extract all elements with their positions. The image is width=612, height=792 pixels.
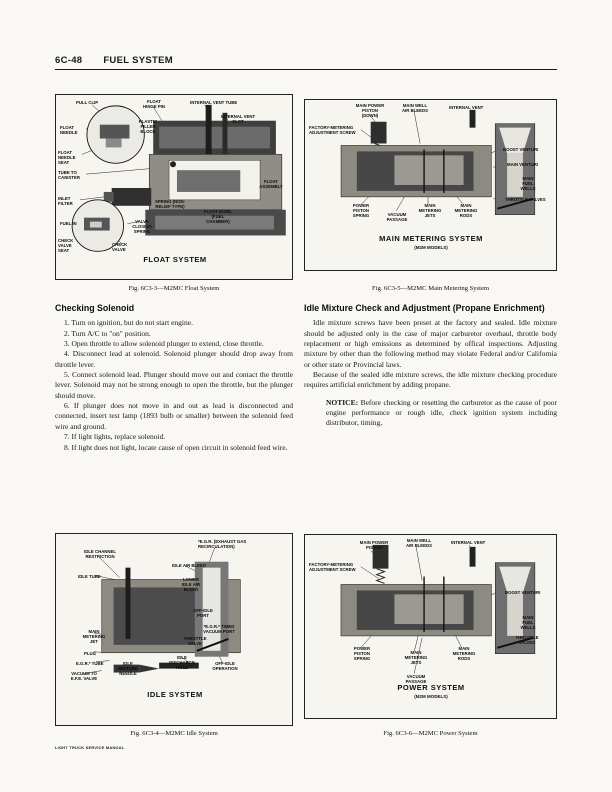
figure-subtitle: (M2M MODELS) <box>414 694 448 699</box>
figure-subtitle: (M2M MODELS) <box>414 245 448 250</box>
body-paragraph: Because of the sealed idle mixture screws, the idle mixture checking procedure requires artificial enrichment by adding propane. <box>304 370 557 390</box>
figure-label: THROTTLE VALVE <box>183 636 207 647</box>
figure-title: MAIN METERING SYSTEM <box>379 234 483 243</box>
figure-label: PLUG <box>84 651 96 656</box>
figure-label: IDLE DISCHARGE HOLE <box>169 655 195 671</box>
body-paragraph: Idle mixture screws have been preset at the factory and sealed. Idle mixture should be adjusted only in the case of major carburetor overhaul, throttle body replacement or high emissions as determined by offical inspections. Adjusting mixture by other than the following method may violate Federal and/or California or other state or Provincial laws. <box>304 318 557 369</box>
figure-label: IDLE TUBE <box>78 574 101 579</box>
figure-label: VACUUM PASSAGE <box>386 212 408 223</box>
figure-label: TUBE TO CANISTER <box>58 170 80 181</box>
procedure-step: 2. Turn A/C to "on" position. <box>64 328 151 338</box>
figure-label: BOOST VENTURI <box>505 590 541 595</box>
figure-label: E.G.R.* TUBE <box>76 661 104 666</box>
figure-label: SPRING (NON-RELIEF TYPE) <box>154 199 186 210</box>
notice-text: Before checking or resetting the carburetor as the cause of poor engine performance or rough idle, check ignition system including distributor, timing, <box>326 397 557 428</box>
figure-label: INTERNAL VENT <box>449 105 484 110</box>
figure-label: OFF-IDLE PORT <box>193 608 213 619</box>
procedure-step: 3. Open throttle to allow solenoid plunger to extend, close throttle. <box>64 339 264 349</box>
figure-label: IDLE MIXTURE NEEDLE <box>118 661 138 677</box>
procedure-step: 4. Disconnect lead at solenoid. Solenoid plunger should drop away from throttle lever. <box>55 349 293 369</box>
figure-label: VACUUM TO E.F.E. VALVE <box>70 671 98 682</box>
figure-caption: Fig. 6C3-3—M2MC Float System <box>128 285 220 292</box>
figure-label: MAIN POWER PISTON <box>359 540 389 551</box>
figure-label: *E.G.R. (EXHAUST GAS RECIRCULATION) <box>198 539 247 550</box>
figure-label: MAIN METERING JET <box>82 629 106 645</box>
page-header <box>55 55 173 66</box>
figure-label: THROTTLE VALVES <box>515 635 539 646</box>
procedure-step: 6. If plunger does not move in and out as lead is disconnected and connected, insert test lamp (1893 bulb or smaller) between the solenoid feed wire and ground. <box>55 401 293 431</box>
figure-label: VALVE CLOSING SPRING <box>132 219 152 235</box>
figure-power-system <box>304 534 557 719</box>
figure-label: FLOAT HINGE PIN <box>143 99 165 110</box>
notice-label: NOTICE: <box>326 397 359 407</box>
figure-label: MAIN METERING RODS <box>452 646 476 662</box>
figure-label: MAIN VENTURI <box>507 162 539 167</box>
figure-title: IDLE SYSTEM <box>147 690 203 699</box>
figure-label: VACUUM PASSAGE <box>405 674 427 685</box>
procedure-step: 5. Connect solenoid lead. Plunger should move out and contact the throttle lever. Solenoid may not be strong enough to open the throttle, but the plunger should move. <box>55 370 293 400</box>
figure-caption: Fig. 6C3-6—M2MC Power System <box>383 730 478 737</box>
figure-idle-system <box>55 533 293 726</box>
figure-title: POWER SYSTEM <box>397 683 465 692</box>
section-idle-mixture <box>304 303 557 429</box>
figure-label: INLET FILTER <box>58 196 73 207</box>
header-rule <box>55 69 557 70</box>
figure-label: FLOAT NEEDLE <box>60 125 78 136</box>
figure-label: *E.G.R.* TIMED VACUUM PORT <box>203 624 235 635</box>
figure-label: FACTORY-METERING ADJUSTMENT SCREW <box>309 562 356 573</box>
procedure-step: 8. If light does not light, locate cause of open circuit in solenoid feed wire. <box>64 442 288 452</box>
figure-label: MAIN METERING JETS <box>404 650 428 666</box>
figure-label: MAIN WELL AIR BLEEDS <box>401 103 429 114</box>
figure-label: THROTTLE VALVES <box>505 197 546 202</box>
figure-label: MAIN FUEL WELLS <box>520 176 536 192</box>
procedure-step: 7. If light lights, replace solenoid. <box>64 432 166 442</box>
figure-label: POWER PISTON SPRING <box>353 646 371 662</box>
figure-label: POWER PISTON SPRING <box>352 203 370 219</box>
figure-label: CHECK VALVE SEAT <box>58 238 74 254</box>
figure-float-system <box>55 94 293 280</box>
figure-label: MAIN METERING JETS <box>418 203 442 219</box>
figure-label: FUEL IN <box>60 221 77 226</box>
figure-label: FLOAT BOWL (FUEL CHAMBER) <box>203 209 233 225</box>
figure-label: IDLE CHANNEL RESTRICTION <box>84 549 116 560</box>
figure-label: IDLE AIR BLEED <box>172 563 206 568</box>
section-checking-solenoid <box>55 303 293 453</box>
figure-label: PULL CLIP <box>76 100 99 105</box>
figure-label: FLOAT ASSEMBLY <box>259 179 283 190</box>
figure-title: FLOAT SYSTEM <box>143 255 207 264</box>
figure-label: FLOAT NEEDLE SEAT <box>58 150 76 166</box>
figure-label: LOWER IDLE AIR BLEED <box>181 577 201 593</box>
figure-caption: Fig. 6C3-5—M2MC Main Metering System <box>371 285 490 292</box>
figure-label: INTERNAL VENT <box>451 540 486 545</box>
figure-label: MAIN POWER PISTON (DOWN) <box>355 103 385 119</box>
figure-label: MAIN METERING RODS <box>454 203 478 219</box>
figure-label: INTERNAL VENT SLOT <box>220 114 256 125</box>
figure-label: PLASTIC FILLER BLOCK <box>138 119 158 135</box>
section-title: Idle Mixture Check and Adjustment (Propane Enrichment) <box>304 303 545 313</box>
page-section-title: FUEL SYSTEM <box>103 55 173 66</box>
figure-label: OFF-IDLE OPERATION <box>212 661 238 672</box>
section-title: Checking Solenoid <box>55 303 135 313</box>
page-number: 6C-48 <box>55 55 83 66</box>
figure-main-metering-system <box>304 99 557 271</box>
figure-label: CHECK VALVE <box>112 242 128 253</box>
notice-paragraph <box>326 398 557 429</box>
procedure-step: 1. Turn on ignition, but do not start engine. <box>64 318 193 328</box>
page-footer: LIGHT TRUCK SERVICE MANUAL <box>55 745 125 750</box>
figure-label: FACTORY-METERING ADJUSTMENT SCREW <box>309 125 356 136</box>
figure-label: MAIN WELL AIR BLEEDS <box>405 538 433 549</box>
figure-caption: Fig. 6C3-4—M2MC Idle System <box>130 730 218 737</box>
figure-label: MAIN FUEL WELLS <box>520 615 536 631</box>
figure-label: BOOST VENTURI <box>503 147 539 152</box>
figure-label: INTERNAL VENT TUBE <box>190 100 238 105</box>
